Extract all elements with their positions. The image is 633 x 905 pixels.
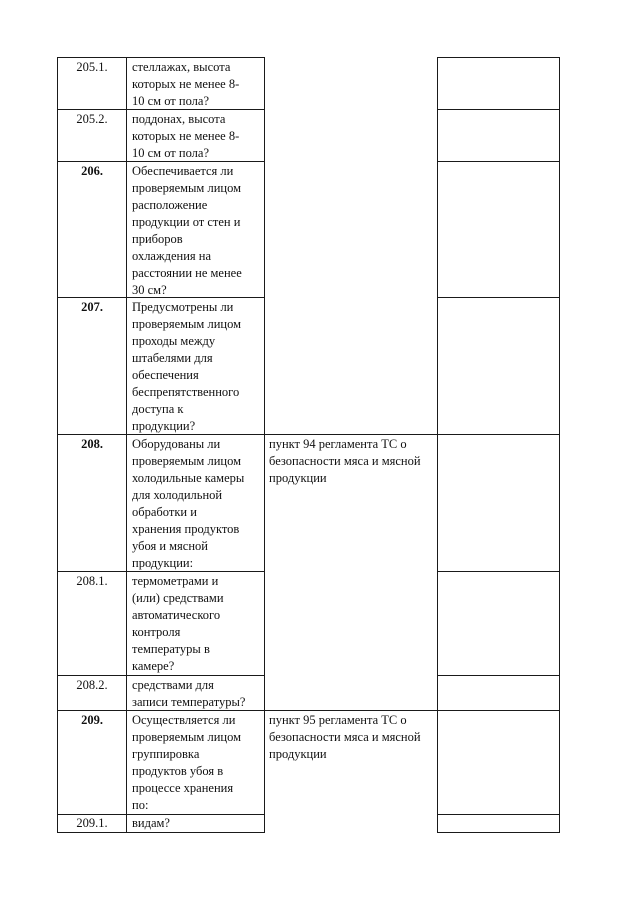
question-cell bbox=[132, 111, 262, 162]
row-number: 209.1. bbox=[76, 816, 108, 830]
grid-line bbox=[264, 434, 438, 435]
question-line: температуры в bbox=[132, 642, 210, 656]
reference-cell bbox=[269, 436, 435, 487]
reference-line: пункт 94 регламента ТС о bbox=[269, 437, 407, 451]
question-line: продуктов убоя в bbox=[132, 764, 224, 778]
question-line: продукции от стен и bbox=[132, 215, 241, 229]
reference-line: пункт 95 регламента ТС о bbox=[269, 713, 407, 727]
question-line: контроля bbox=[132, 625, 181, 639]
question-line: (или) средствами bbox=[132, 591, 224, 605]
row-number: 209. bbox=[81, 713, 103, 727]
grid-line bbox=[559, 57, 560, 832]
question-line: беспрепятственного bbox=[132, 385, 240, 399]
grid-line bbox=[437, 675, 560, 676]
question-line: для холодильной bbox=[132, 488, 223, 502]
question-line: продукции? bbox=[132, 419, 196, 433]
question-line: проверяемым лицом bbox=[132, 730, 241, 744]
question-line: обработки и bbox=[132, 505, 197, 519]
grid-line bbox=[264, 710, 438, 711]
grid-line bbox=[437, 161, 560, 162]
question-line: которых не менее 8- bbox=[132, 129, 240, 143]
question-cell bbox=[132, 712, 262, 814]
question-line: расстоянии не менее bbox=[132, 266, 242, 280]
question-line: средствами для bbox=[132, 678, 214, 692]
question-line: проверяемым лицом bbox=[132, 181, 241, 195]
question-cell bbox=[132, 573, 262, 675]
grid-line bbox=[437, 297, 560, 298]
question-cell bbox=[132, 677, 262, 711]
reference-line: безопасности мяса и мясной bbox=[269, 454, 421, 468]
question-line: по: bbox=[132, 798, 149, 812]
question-line: записи температуры? bbox=[132, 695, 246, 709]
question-line: проверяемым лицом bbox=[132, 317, 241, 331]
grid-line bbox=[437, 57, 438, 832]
question-line: 10 см от пола? bbox=[132, 94, 209, 108]
grid-line bbox=[57, 675, 265, 676]
question-line: расположение bbox=[132, 198, 208, 212]
question-line: видам? bbox=[132, 816, 170, 830]
question-line: автоматического bbox=[132, 608, 221, 622]
question-line: продукции: bbox=[132, 556, 194, 570]
question-line: обеспечения bbox=[132, 368, 199, 382]
grid-line bbox=[437, 814, 560, 815]
question-cell bbox=[132, 436, 262, 572]
row-number: 206. bbox=[81, 164, 103, 178]
question-line: холодильные камеры bbox=[132, 471, 245, 485]
question-line: хранения продуктов bbox=[132, 522, 240, 536]
grid-line bbox=[437, 571, 560, 572]
question-line: убоя и мясной bbox=[132, 539, 208, 553]
row-number: 207. bbox=[81, 300, 103, 314]
grid-line bbox=[437, 434, 560, 435]
reference-cell bbox=[269, 712, 435, 763]
question-line: камере? bbox=[132, 659, 175, 673]
question-cell bbox=[132, 59, 262, 110]
question-line: приборов bbox=[132, 232, 183, 246]
grid-line bbox=[437, 832, 560, 833]
question-line: процессе хранения bbox=[132, 781, 234, 795]
row-number: 208. bbox=[81, 437, 103, 451]
grid-line bbox=[437, 57, 560, 58]
question-cell bbox=[132, 299, 262, 435]
row-number: 208.1. bbox=[76, 574, 108, 588]
grid-line bbox=[437, 710, 560, 711]
grid-line bbox=[437, 109, 560, 110]
question-line: термометрами и bbox=[132, 574, 219, 588]
row-number: 205.1. bbox=[76, 60, 108, 74]
grid-line bbox=[57, 57, 265, 58]
reference-line: продукции bbox=[269, 471, 327, 485]
question-line: поддонах, высота bbox=[132, 112, 226, 126]
question-line: 30 см? bbox=[132, 283, 167, 297]
reference-line: продукции bbox=[269, 747, 327, 761]
row-number: 205.2. bbox=[76, 112, 108, 126]
grid-line bbox=[126, 57, 127, 832]
question-line: охлаждения на bbox=[132, 249, 212, 263]
question-line: группировка bbox=[132, 747, 200, 761]
question-cell bbox=[132, 163, 262, 299]
grid-line bbox=[57, 832, 265, 833]
question-line: проверяемым лицом bbox=[132, 454, 241, 468]
question-line: штабелями для bbox=[132, 351, 213, 365]
question-line: Обеспечивается ли bbox=[132, 164, 234, 178]
question-line: Осуществляется ли bbox=[132, 713, 236, 727]
row-number: 208.2. bbox=[76, 678, 108, 692]
question-line: 10 см от пола? bbox=[132, 146, 209, 160]
question-line: Предусмотрены ли bbox=[132, 300, 234, 314]
question-line: доступа к bbox=[132, 402, 184, 416]
reference-line: безопасности мяса и мясной bbox=[269, 730, 421, 744]
question-line: которых не менее 8- bbox=[132, 77, 240, 91]
question-line: проходы между bbox=[132, 334, 216, 348]
question-line: стеллажах, высота bbox=[132, 60, 231, 74]
question-cell bbox=[132, 815, 262, 832]
grid-line bbox=[264, 57, 265, 832]
question-line: Оборудованы ли bbox=[132, 437, 221, 451]
